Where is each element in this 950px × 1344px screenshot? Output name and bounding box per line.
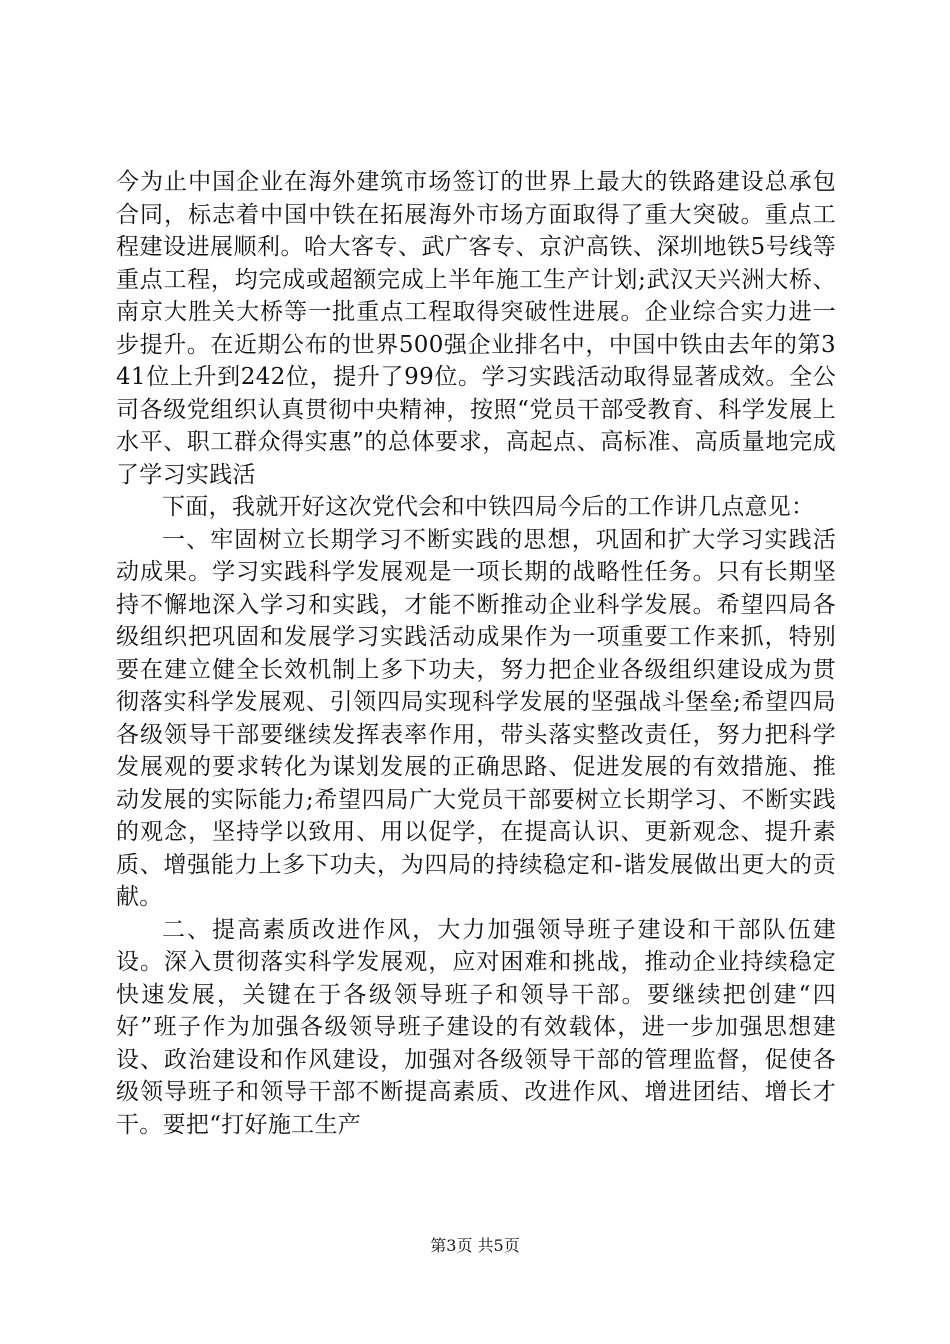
paragraph-point-one: 一、牢固树立长期学习不断实践的思想，巩固和扩大学习实践活动成果。学习实践科学发展观是一项长期的战略性任务。只有长期坚持不懈地深入学习和实践，才能不断推动企业科学发展。希望四局各级组织把巩固和发展学习实践活动成果作为一项重要工作来抓，特别要在建立健全长效机制上多下功夫，努力把企业各级组织建设成为贯彻落实科学发展观、引领四局实现科学发展的坚强战斗堡垒;希望四局各级领导干部要继续发挥表率作用，带头落实整改责任，努力把科学发展观的要求转化为谋划发展的正确思路、促进发展的有效措施、推动发展的实际能力;希望四局广大党员干部要树立长期学习、不断实践的观念，坚持学以致用、用以促学，在提高认识、更新观念、提升素质、增强能力上多下功夫，为四局的持续稳定和-谐发展做出更大的贡献。 <box>116 526 836 910</box>
page-footer: 第3页 共5页 <box>430 1236 520 1255</box>
paragraph-point-two: 二、提高素质改进作风，大力加强领导班子建设和干部队伍建设。深入贯彻落实科学发展观，应对困难和挑战，推动企业持续稳定快速发展，关键在于各级领导班子和领导干部。要继续把创建“四好”班子作为加强各级领导班子建设的有效载体，进一步加强思想建设、政治建设和作风建设，加强对各级领导干部的管理监督，促使各级领导班子和领导干部不断提高素质、改进作风、增进团结、增长才干。要把“打好施工生产 <box>116 916 836 1138</box>
body-text <box>116 166 836 1141</box>
paragraph-intro: 下面，我就开好这次党代会和中铁四局今后的工作讲几点意见： <box>162 494 815 520</box>
paragraph-continuation: 今为止中国企业在海外建筑市场签订的世界上最大的铁路建设总承包合同，标志着中国中铁在拓展海外市场方面取得了重大突破。重点工程建设进展顺利。哈大客专、武广客专、京沪高铁、深圳地铁5号线等重点工程，均完成或超额完成上半年施工生产计划;武汉天兴洲大桥、南京大胜关大桥等一批重点工程取得突破性进展。企业综合实力进一步提升。在近期公布的世界500强企业排名中，中国中铁由去年的第341位上升到242位，提升了99位。学习实践活动取得显著成效。全公司各级党组织认真贯彻中央精神，按照“党员干部受教育、科学发展上水平、职工群众得实惠”的总体要求，高起点、高标准、高质量地完成了学习实践活 <box>116 169 836 488</box>
